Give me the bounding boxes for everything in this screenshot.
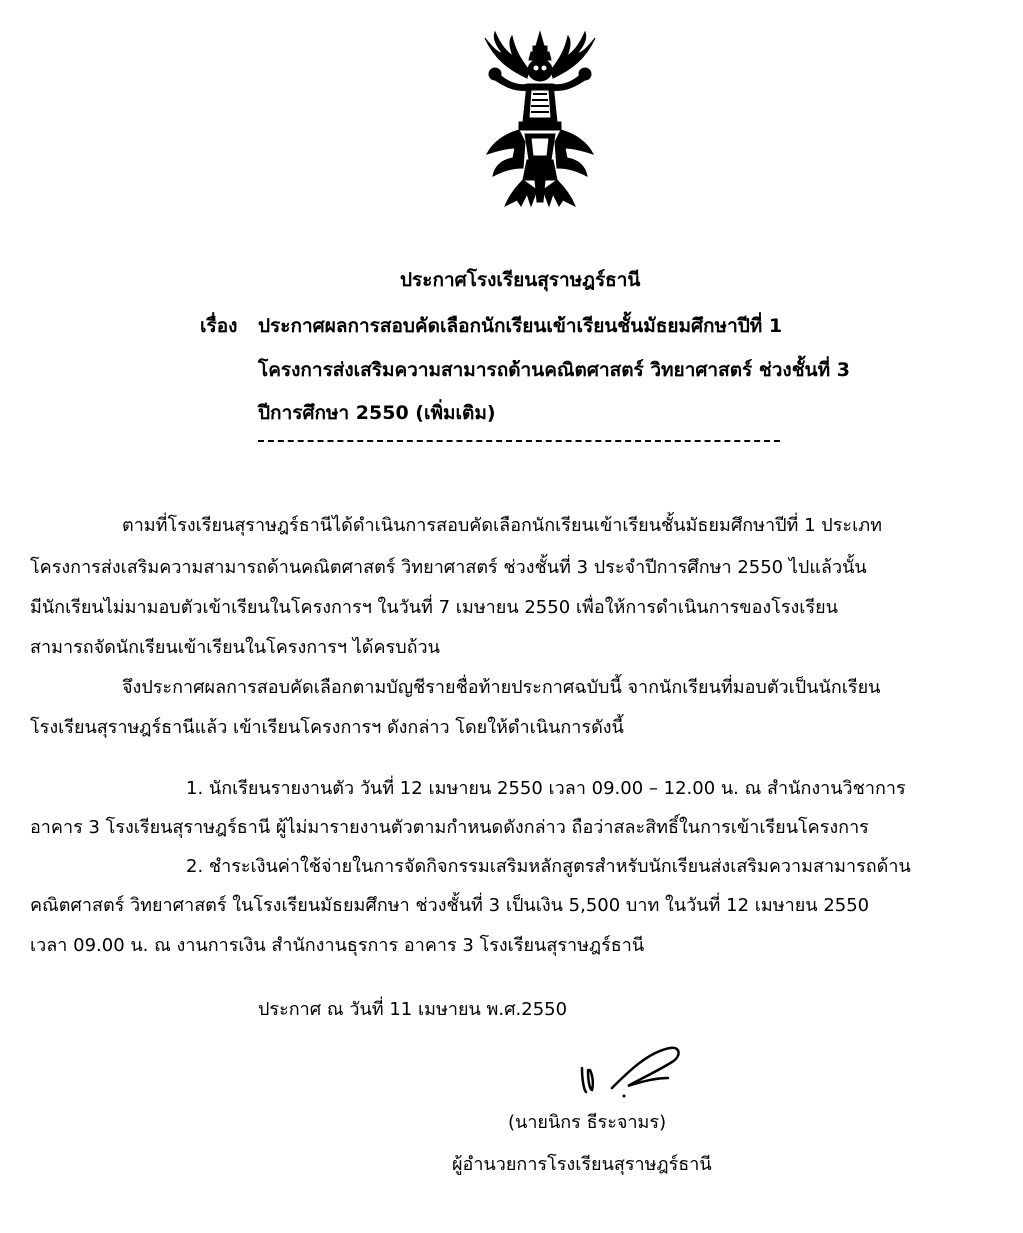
item-1-line-2: อาคาร 3 โรงเรียนสุราษฎร์ธานี ผู้ไม่มารายงานตัวตามกำหนดดังกล่าว ถือว่าสละสิทธิ์ในการเข้าเรียนโครงการ	[30, 817, 869, 838]
signature-mark	[578, 1038, 688, 1098]
subject-line-2: โครงการส่งเสริมความสามารถด้านคณิตศาสตร์ วิทยาศาสตร์ ช่วงชั้นที่ 3	[258, 359, 850, 381]
paragraph-1-line-1: ตามที่โรงเรียนสุราษฎร์ธานีได้ดำเนินการสอบคัดเลือกนักเรียนเข้าเรียนชั้นมัธยมศึกษาปีที่ 1 ประเภท	[122, 515, 882, 536]
paragraph-2-line-2: โรงเรียนสุราษฎร์ธานีแล้ว เข้าเรียนโครงการฯ ดังกล่าว โดยให้ดำเนินการดังนี้	[30, 717, 624, 738]
subject-line-1: ประกาศผลการสอบคัดเลือกนักเรียนเข้าเรียนชั้นมัธยมศึกษาปีที่ 1	[258, 315, 783, 337]
item-1-line-1: 1. นักเรียนรายงานตัว วันที่ 12 เมษายน 2550 เวลา 09.00 – 12.00 น. ณ สำนักงานวิชาการ	[186, 778, 906, 799]
item-2-line-2: คณิตศาสตร์ วิทยาศาสตร์ ในโรงเรียนมัธยมศึกษา ช่วงชั้นที่ 3 เป็นเงิน 5,500 บาท ในวันที่ 12 เมษายน 2550	[30, 895, 870, 916]
subject-line-3: ปีการศึกษา 2550 (เพิ่มเติม)	[258, 402, 496, 424]
paragraph-1-line-4: สามารถจัดนักเรียนเข้าเรียนในโครงการฯ ได้ครบถ้วน	[30, 637, 440, 658]
paragraph-1-line-2: โครงการส่งเสริมความสามารถด้านคณิตศาสตร์ วิทยาศาสตร์ ช่วงชั้นที่ 3 ประจำปีการศึกษา 2550 ไปแล้วนั้น	[30, 557, 867, 578]
paragraph-2-line-1: จึงประกาศผลการสอบคัดเลือกตามบัญชีรายชื่อท้ายประกาศฉบับนี้ จากนักเรียนที่มอบตัวเป็นนักเรียน	[122, 677, 881, 698]
announcement-date: ประกาศ ณ วันที่ 11 เมษายน พ.ศ.2550	[258, 999, 568, 1020]
garuda-emblem-icon	[465, 30, 615, 210]
signer-position: ผู้อำนวยการโรงเรียนสุราษฎร์ธานี	[452, 1154, 712, 1175]
item-2-line-1: 2. ชำระเงินค่าใช้จ่ายในการจัดกิจกรรมเสริมหลักสูตรสำหรับนักเรียนส่งเสริมความสามารถด้าน	[186, 856, 911, 877]
header-divider	[258, 440, 780, 442]
signer-name: (นายนิกร ธีระจามร)	[508, 1112, 667, 1133]
paragraph-1-line-3: มีนักเรียนไม่มามอบตัวเข้าเรียนในโครงการฯ ในวันที่ 7 เมษายน 2550 เพื่อให้การดำเนินการของโรงเรียน	[30, 597, 838, 618]
announcement-title: ประกาศโรงเรียนสุราษฎร์ธานี	[400, 269, 641, 291]
item-2-line-3: เวลา 09.00 น. ณ งานการเงิน สำนักงานธุรการ อาคาร 3 โรงเรียนสุราษฎร์ธานี	[30, 935, 645, 956]
subject-label: เรื่อง	[200, 315, 238, 337]
